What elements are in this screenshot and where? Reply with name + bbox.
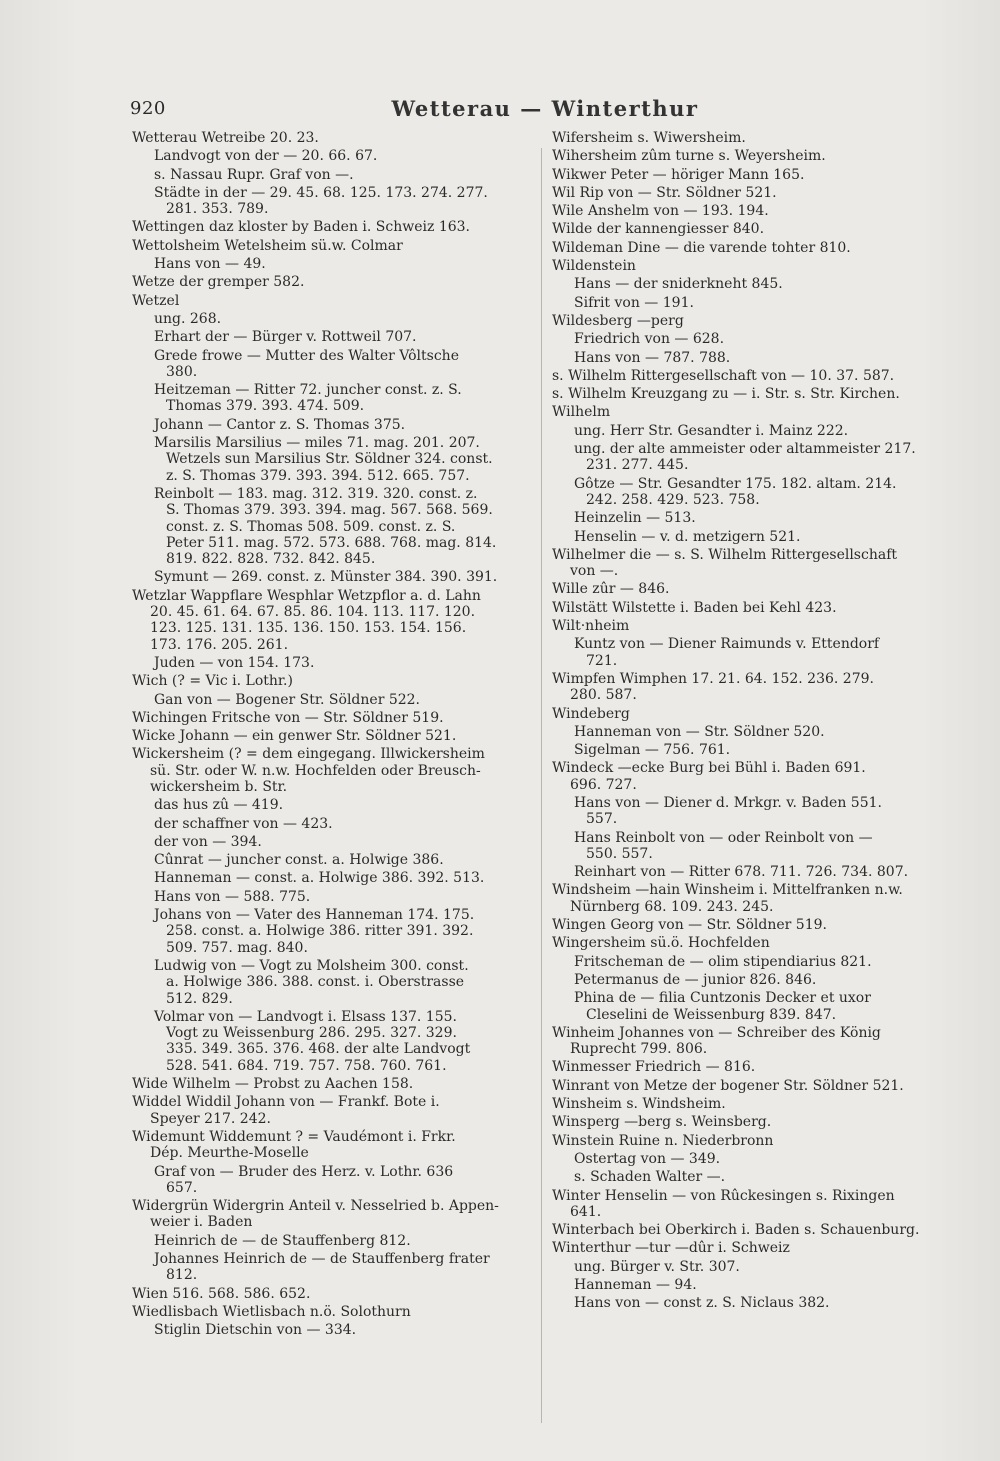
index-entry-line: Wetzlar Wappflare Wesphlar Wetzpflor a. d. Lahn (132, 587, 481, 604)
index-entry-line: Cûnrat — juncher const. a. Holwige 386. (154, 852, 444, 869)
index-entry (552, 760, 962, 793)
index-entry-line: Wildenstein (552, 258, 636, 275)
index-entry-line: Gôtze — Str. Gesandter 175. 182. altam. 214. (574, 475, 897, 492)
index-entry (552, 795, 962, 828)
index-entry (132, 958, 542, 1007)
index-entry (552, 423, 962, 439)
index-entry (552, 295, 962, 311)
index-entry (552, 742, 962, 758)
index-entry-continuation: 242. 258. 429. 523. 758. (586, 491, 760, 508)
index-entry-line: Sifrit von — 191. (574, 294, 694, 311)
index-entry-line: Grede frowe — Mutter des Walter Vôltsche (154, 347, 459, 364)
index-entry-line: Sigelman — 756. 761. (574, 742, 731, 759)
index-entry-line: Wickersheim (? = dem eingegang. Illwickersheim (132, 746, 485, 763)
index-entry-continuation: 173. 176. 205. 261. (150, 636, 289, 653)
index-entry-continuation: 335. 349. 365. 376. 468. der alte Landvogt (166, 1041, 471, 1058)
index-entry (552, 1259, 962, 1275)
index-entry (552, 476, 962, 509)
index-entry-line: ung. 268. (154, 310, 222, 327)
index-entry (552, 240, 962, 256)
index-entry (552, 671, 962, 704)
index-entry-line: Wich (? = Vic i. Lothr.) (132, 673, 293, 690)
index-entry-line: ung. der alte ammeister oder altammeister 217. (574, 441, 916, 458)
index-entry-continuation: Nürnberg 68. 109. 243. 245. (570, 898, 774, 915)
index-entry-line: Winter Henselin — von Rûckesingen s. Rixingen (552, 1187, 895, 1204)
column-divider (541, 148, 542, 1423)
index-entry (552, 1078, 962, 1094)
index-entry-line: Johann — Cantor z. S. Thomas 375. (154, 416, 406, 433)
index-entry-continuation: Thomas 379. 393. 474. 509. (166, 398, 365, 415)
index-entry-line: Winterthur —tur —dûr i. Schweiz (552, 1240, 790, 1257)
index-entry-line: Wetterau Wetreibe 20. 23. (132, 130, 319, 146)
index-entry (552, 618, 962, 634)
index-entry-line: Hanneman — 94. (574, 1277, 697, 1293)
index-column-left (132, 130, 542, 1340)
index-entry (132, 673, 542, 689)
index-entry-continuation: Speyer 217. 242. (150, 1110, 271, 1127)
index-entry (552, 830, 962, 863)
index-entry-line: Wilt·nheim (552, 618, 630, 635)
index-entry (552, 350, 962, 366)
index-entry-line: Wettolsheim Wetelsheim sü.w. Colmar (132, 237, 403, 254)
index-entry-line: Hans Reinbolt von — oder Reinbolt von — (574, 829, 873, 846)
index-entry (132, 907, 542, 956)
index-entry (552, 636, 962, 669)
index-entry-line: Wichingen Fritsche von — Str. Söldner 519. (132, 709, 444, 726)
index-entry-line: Winsheim s. Windsheim. (552, 1096, 726, 1113)
index-entry-line: Reinbolt — 183. mag. 312. 319. 320. const. z. (154, 485, 478, 502)
index-entry (132, 655, 542, 671)
index-entry (552, 600, 962, 616)
index-entry-continuation: 20. 45. 61. 64. 67. 85. 86. 104. 113. 117. 120. (150, 604, 476, 621)
index-entry (132, 219, 542, 235)
index-entry-line: Ludwig von — Vogt zu Molsheim 300. const. (154, 957, 469, 974)
index-entry-line: Wetze der gremper 582. (132, 274, 305, 291)
index-entry-line: Heinzelin — 513. (574, 510, 696, 527)
index-entry (132, 588, 542, 653)
index-entry-line: Wilhelmer die — s. S. Wilhelm Rittergesellschaft (552, 546, 898, 563)
index-entry-line: Hanneman von — Str. Söldner 520. (574, 723, 825, 740)
index-entry (132, 852, 542, 868)
index-entry (132, 382, 542, 415)
index-entry (552, 258, 962, 274)
index-entry (552, 331, 962, 347)
index-entry (132, 1251, 542, 1284)
index-entry (132, 148, 542, 164)
index-entry-line: Winheim Johannes von — Schreiber des König (552, 1024, 881, 1041)
index-entry-continuation: 380. (166, 363, 198, 380)
index-entry (132, 1322, 542, 1338)
index-entry (552, 221, 962, 237)
index-entry (132, 746, 542, 795)
index-entry-continuation: a. Holwige 386. 388. const. i. Oberstrasse (166, 974, 465, 991)
index-entry-line: Stiglin Dietschin von — 334. (154, 1322, 357, 1339)
index-entry (132, 1164, 542, 1197)
index-entry (552, 1295, 962, 1311)
index-entry (132, 834, 542, 850)
index-entry-continuation: S. Thomas 379. 393. 394. mag. 567. 568. 569. (166, 502, 493, 519)
index-entry-continuation: 123. 125. 131. 135. 136. 150. 153. 154. 156. (150, 620, 467, 637)
index-entry-line: Johans von — Vater des Hanneman 174. 175. (154, 907, 475, 924)
index-entry-line: Winterbach bei Oberkirch i. Baden s. Schauenburg. (552, 1222, 920, 1239)
index-entry (132, 130, 542, 146)
index-entry (552, 1151, 962, 1167)
index-entry (552, 547, 962, 580)
index-entry-continuation: von —. (570, 563, 619, 580)
index-entry-continuation: 696. 727. (570, 776, 637, 793)
index-entry-continuation: 512. 829. (166, 990, 233, 1007)
index-entry-line: Volmar von — Landvogt i. Elsass 137. 155. (154, 1008, 457, 1025)
index-entry (132, 870, 542, 886)
index-entry (552, 1222, 962, 1238)
index-entry-continuation: wickersheim b. Str. (150, 778, 288, 795)
index-entry-line: Wildeman Dine — die varende tohter 810. (552, 239, 851, 256)
index-entry (132, 569, 542, 585)
index-entry-continuation: const. z. S. Thomas 508. 509. const. z. S. (166, 518, 456, 535)
index-entry (552, 441, 962, 474)
running-title: Wetterau — Winterthur (391, 96, 699, 121)
index-entry (552, 1240, 962, 1256)
index-entry (132, 710, 542, 726)
index-entry-continuation: z. S. Thomas 379. 393. 394. 512. 665. 757. (166, 467, 470, 484)
index-entry-continuation: 812. (166, 1267, 198, 1284)
index-entry (552, 706, 962, 722)
index-entry-line: Widergrün Widergrin Anteil v. Nesselried b. Appen- (132, 1198, 499, 1215)
index-entry-line: Wide Wilhelm — Probst zu Aachen 158. (132, 1076, 414, 1093)
index-entry-line: Reinhart von — Ritter 678. 711. 726. 734. 807. (574, 864, 909, 881)
index-entry (552, 1059, 962, 1075)
index-entry (552, 276, 962, 292)
index-entry-line: Erhart der — Bürger v. Rottweil 707. (154, 329, 417, 346)
index-entry (552, 203, 962, 219)
index-entry-line: s. Nassau Rupr. Graf von —. (154, 166, 354, 183)
index-entry-line: s. Wilhelm Rittergesellschaft von — 10. 37. 587. (552, 367, 895, 384)
index-entry-line: Phina de — filia Cuntzonis Decker et uxor (574, 990, 871, 1007)
index-entry-continuation: 721. (586, 652, 618, 669)
index-entry-line: Fritscheman de — olim stipendiarius 821. (574, 953, 872, 970)
index-entry (132, 348, 542, 381)
index-entry (132, 293, 542, 309)
index-entry-continuation: 641. (570, 1203, 602, 1220)
index-entry (552, 167, 962, 183)
index-entry-line: Windeberg (552, 705, 630, 722)
index-entry-line: der von — 394. (154, 833, 262, 850)
index-entry (552, 1188, 962, 1221)
index-entry-line: Wicke Johann — ein genwer Str. Söldner 521. (132, 728, 457, 745)
index-entry-continuation: 657. (166, 1179, 198, 1196)
index-entry (132, 889, 542, 905)
index-entry-line: Wilstätt Wilstette i. Baden bei Kehl 423. (552, 599, 837, 616)
index-entry-line: s. Schaden Walter —. (574, 1169, 726, 1186)
index-entry-line: Widdel Widdil Johann von — Frankf. Bote i. (132, 1094, 440, 1111)
index-entry-line: der schaffner von — 423. (154, 815, 333, 832)
index-entry-line: Wingen Georg von — Str. Söldner 519. (552, 917, 827, 934)
index-entry-line: Wil Rip von — Str. Söldner 521. (552, 184, 777, 201)
index-entry-continuation: Dép. Meurthe-Moselle (150, 1145, 309, 1162)
index-entry-continuation: 280. 587. (570, 687, 637, 704)
index-entry-line: Hans von — 588. 775. (154, 888, 311, 905)
index-entry-continuation: 258. const. a. Holwige 386. ritter 391. 392. (166, 923, 474, 940)
index-entry (132, 486, 542, 567)
page-header (130, 98, 960, 128)
index-entry (132, 417, 542, 433)
index-entry (552, 972, 962, 988)
index-entry-line: Städte in der — 29. 45. 68. 125. 173. 274. 277. (154, 184, 488, 201)
index-entry (132, 256, 542, 272)
index-entry (552, 954, 962, 970)
index-entry (552, 935, 962, 951)
index-entry-line: Hans von — const z. S. Niclaus 382. (574, 1295, 830, 1312)
index-entry-line: Windeck —ecke Burg bei Bühl i. Baden 691. (552, 760, 866, 777)
index-entry (552, 185, 962, 201)
index-entry (552, 386, 962, 402)
index-entry-continuation: 819. 822. 828. 732. 842. 845. (166, 551, 376, 568)
index-entry-continuation: Vogt zu Weissenburg 286. 295. 327. 329. (166, 1025, 457, 1042)
index-entry-line: Wilde der kannengiesser 840. (552, 221, 765, 238)
index-entry-line: ung. Bürger v. Str. 307. (574, 1258, 740, 1275)
index-entry-continuation: 528. 541. 684. 719. 757. 758. 760. 761. (166, 1057, 447, 1074)
index-entry-line: Wiedlisbach Wietlisbach n.ö. Solothurn (132, 1303, 411, 1320)
index-entry-continuation: Peter 511. mag. 572. 573. 688. 768. mag. 814. (166, 534, 497, 551)
index-entry-line: Petermanus de — junior 826. 846. (574, 971, 817, 988)
index-entry (132, 185, 542, 218)
index-entry (552, 529, 962, 545)
index-entry-line: Wimpfen Wimphen 17. 21. 64. 152. 236. 279. (552, 670, 874, 687)
index-entry (552, 130, 962, 146)
index-entry (552, 1277, 962, 1293)
index-entry-line: Hans von — 787. 788. (574, 349, 731, 366)
index-entry (132, 311, 542, 327)
index-entry-line: Wildesberg —perg (552, 312, 684, 329)
index-entry-line: Kuntz von — Diener Raimunds v. Ettendorf (574, 636, 880, 653)
index-entry (552, 1133, 962, 1149)
index-entry-line: Ostertag von — 349. (574, 1150, 721, 1167)
index-entry-continuation: 231. 277. 445. (586, 457, 689, 474)
index-entry (552, 990, 962, 1023)
index-entry-line: Winsperg —berg s. Weinsberg. (552, 1114, 772, 1131)
index-entry-continuation: Cleselini de Weissenburg 839. 847. (586, 1006, 837, 1023)
index-entry (132, 1009, 542, 1074)
index-entry (132, 1304, 542, 1320)
index-entry-continuation: sü. Str. oder W. n.w. Hochfelden oder Breusch- (150, 762, 481, 779)
index-entry-continuation: 509. 757. mag. 840. (166, 939, 308, 956)
page-number: 920 (130, 98, 166, 119)
index-entry (132, 1233, 542, 1249)
index-entry-continuation: weier i. Baden (150, 1214, 253, 1231)
index-entry (552, 404, 962, 420)
index-entry-line: Landvogt von der — 20. 66. 67. (154, 148, 378, 165)
index-entry-line: Winstein Ruine n. Niederbronn (552, 1132, 774, 1149)
index-entry-line: Johannes Heinrich de — de Stauffenberg frater (154, 1251, 490, 1267)
index-entry (552, 510, 962, 526)
index-entry (132, 329, 542, 345)
index-entry-line: Heitzeman — Ritter 72. juncher const. z. S. (154, 382, 462, 399)
index-entry-line: Winmesser Friedrich — 816. (552, 1059, 756, 1076)
index-entry-continuation: 550. 557. (586, 845, 653, 862)
index-entry-line: Wile Anshelm von — 193. 194. (552, 203, 769, 220)
index-entry-line: Hans von — 49. (154, 256, 266, 273)
index-entry-line: Wettingen daz kloster by Baden i. Schweiz 163. (132, 219, 470, 236)
index-entry-line: Hans — der sniderkneht 845. (574, 276, 783, 293)
index-entry (552, 581, 962, 597)
index-entry-line: Wifersheim s. Wiwersheim. (552, 130, 746, 146)
index-entry (132, 1129, 542, 1162)
index-entry-line: Wingersheim sü.ö. Hochfelden (552, 935, 770, 952)
index-entry-line: Heinrich de — de Stauffenberg 812. (154, 1232, 411, 1249)
index-entry (132, 167, 542, 183)
index-entry-line: Marsilis Marsilius — miles 71. mag. 201. 207. (154, 435, 480, 452)
index-entry-line: Widemunt Widdemunt ? = Vaudémont i. Frkr. (132, 1128, 456, 1145)
index-entry (552, 368, 962, 384)
index-entry (132, 816, 542, 832)
index-entry-continuation: 557. (586, 811, 618, 828)
index-entry-line: Wihersheim zûm turne s. Weyersheim. (552, 148, 826, 165)
index-entry (552, 1025, 962, 1058)
index-entry-line: Juden — von 154. 173. (154, 654, 315, 671)
index-entry-line: ung. Herr Str. Gesandter i. Mainz 222. (574, 422, 849, 439)
index-entry (132, 274, 542, 290)
index-entry-line: Symunt — 269. const. z. Münster 384. 390. 391. (154, 569, 498, 586)
index-entry (552, 1114, 962, 1130)
index-entry-line: s. Wilhelm Kreuzgang zu — i. Str. s. Str. Kirchen. (552, 386, 900, 403)
index-entry-line: Gan von — Bogener Str. Söldner 522. (154, 691, 421, 708)
index-entry-line: Graf von — Bruder des Herz. v. Lothr. 636 (154, 1163, 454, 1180)
index-entry-line: Wikwer Peter — höriger Mann 165. (552, 166, 805, 183)
index-entry (132, 797, 542, 813)
index-entry-continuation: Ruprecht 799. 806. (570, 1041, 708, 1058)
index-entry (132, 692, 542, 708)
index-entry (552, 313, 962, 329)
index-entry-line: Wetzel (132, 292, 180, 309)
index-entry-line: Hans von — Diener d. Mrkgr. v. Baden 551. (574, 794, 882, 811)
index-entry (132, 1198, 542, 1231)
index-entry (132, 728, 542, 744)
index-entry-line: Winrant von Metze der bogener Str. Söldner 521. (552, 1077, 904, 1094)
index-entry (552, 1096, 962, 1112)
index-entry (132, 1094, 542, 1127)
index-entry (552, 864, 962, 880)
index-entry-line: Windsheim —hain Winsheim i. Mittelfranken n.w. (552, 882, 903, 899)
index-entry-line: Friedrich von — 628. (574, 331, 725, 348)
index-entry (132, 1286, 542, 1302)
index-entry-line: das hus zû — 419. (154, 797, 284, 814)
index-column-right (552, 130, 962, 1314)
index-entry (552, 148, 962, 164)
index-entry-line: Wien 516. 568. 586. 652. (132, 1285, 311, 1302)
index-entry (552, 882, 962, 915)
index-entry-line: Wille zûr — 846. (552, 581, 670, 598)
index-entry-line: Hanneman — const. a. Holwige 386. 392. 513. (154, 870, 485, 887)
index-entry (552, 1169, 962, 1185)
index-entry-continuation: 281. 353. 789. (166, 201, 269, 218)
index-entry (132, 238, 542, 254)
index-entry-continuation: Wetzels sun Marsilius Str. Söldner 324. const. (166, 451, 493, 468)
index-entry-line: Wilhelm (552, 404, 611, 421)
index-entry (132, 435, 542, 484)
index-entry (552, 724, 962, 740)
index-entry (132, 1076, 542, 1092)
index-entry (552, 917, 962, 933)
index-entry-line: Henselin — v. d. metzigern 521. (574, 528, 801, 545)
